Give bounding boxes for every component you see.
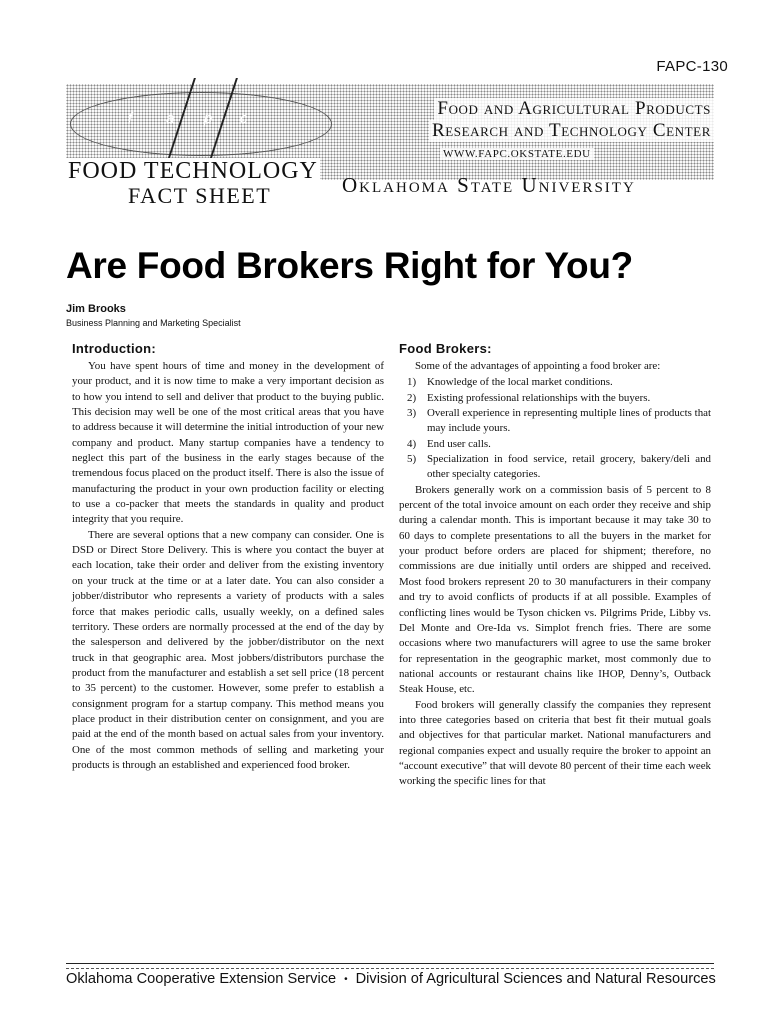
article-title: Are Food Brokers Right for You? <box>66 245 633 286</box>
introduction-paragraph-1: You have spent hours of time and money in the development of your product, and it is now time to make a very important decision as to how you intend to sell and deliver that product to the buying public. This decision may well be one of the most critical areas that you have to address because it will determine the initial introduction of your new company and product. Many startup companies have a tendency to neglect this part of the business in the early stages because of the tremendous focus placed on the product itself. There is also the issue of manufacturing the product in your own production facility or electing to use a co-packer that meets the standards in quality and product integrity that you require. <box>72 360 384 526</box>
introduction-paragraph-2: There are several options that a new company can consider. One is DSD or Direct Store Delivery. This is where you contact the buyer at each location, take their order and deliver from the existing inventory on your truck at the time or at a later date. You can also consider a jobber/distributor who represents a variety of products with a sales force that makes periodic calls, usually weekly, on a defined sales territory. These orders are normally processed at the end of the day by the salesperson and delivered by the jobber/distributor on the next truck in that geographic area. Most jobbers/distributors purchase the product from the manufacturer and establish a set sell price (18 percent to 35 percent) to the customer. However, some prefer to establish a consignment program for a startup company. This method means you place product in their distribution center on consignment, and you are paid at the end of the month based on actual sales from your inventory. One of the most common methods of selling and marketing your products is through an established and experienced food broker. <box>72 528 384 771</box>
footer-separator: • <box>344 973 348 985</box>
left-column <box>72 341 384 773</box>
food-brokers-paragraph-2: Food brokers will generally classify the companies they represent into three categories based on criteria that best fit their mutual goals and objectives for that particular market. National manufacturers and regional companies expect and usually require the broker to appoint an “account executive” that will devote 80 percent of their time each week working the specific lines for that <box>399 698 711 788</box>
list-item-number: 3) <box>407 407 417 420</box>
logo-text-fact-sheet: FACT SHEET <box>128 183 272 208</box>
introduction-heading: Introduction: <box>72 341 157 356</box>
center-name-line2: Research and Technology Center <box>429 120 714 142</box>
website-url: WWW.FAPC.OKSTATE.EDU <box>440 148 594 160</box>
list-item <box>399 406 711 437</box>
fact-sheet-code: FAPC-130 <box>656 58 728 75</box>
list-item-text: Specialization in food service, retail grocery, bakery/deli and other specialty categories. <box>427 453 711 481</box>
list-item <box>399 437 711 452</box>
logo-text-food-technology: FOOD TECHNOLOGY <box>68 158 318 184</box>
footer <box>66 971 714 987</box>
logo-letter-a: a <box>166 110 175 127</box>
list-item-number: 2) <box>407 391 417 404</box>
food-brokers-intro: Some of the advantages of appointing a food broker are: <box>415 360 661 372</box>
footer-rule <box>66 963 714 969</box>
footer-extension-service: Oklahoma Cooperative Extension Service <box>66 971 337 987</box>
list-item-text: Knowledge of the local market conditions. <box>427 376 613 389</box>
list-item-text: End user calls. <box>427 437 491 450</box>
list-item-number: 1) <box>407 376 417 389</box>
list-item-text: Existing professional relationships with the buyers. <box>427 391 651 404</box>
author-title: Business Planning and Marketing Specialist <box>66 318 241 328</box>
footer-division: Division of Agricultural Sciences and Natural Resources <box>355 971 716 987</box>
list-item-number: 4) <box>407 437 417 450</box>
list-item <box>399 452 711 483</box>
list-item-text: Overall experience in representing multiple lines of products that may include yours. <box>427 407 711 435</box>
food-brokers-paragraph-1: Brokers generally work on a commission basis of 5 percent to 8 percent of the total invoice amount on each order they receive and ship during a calendar month. This is important because it may take 30 to 60 days to complete presentations to all the buyers in the market for your product before orders are placed for shipment; therefore, no commissions are due initially until orders are shipped and received. Most food brokers represent 20 to 30 manufacturers in their company and try to avoid conflicts of products if at all possible. Examples of conflicting lines would be Tyson chicken vs. Pilgrims Pride, Libby vs. Del Monte and Ore-Ida vs. Simplot french fries. There are some occasions where two manufacturers will agree to use the same broker for representation in the geographic market, most commonly due to national accounts or restaurant chains like IHOP, Denny’s, Outback Steak House, etc. <box>399 483 711 696</box>
author-name: Jim Brooks <box>66 303 126 315</box>
logo-letter-p: p <box>204 110 213 127</box>
list-item <box>399 375 711 390</box>
food-brokers-heading: Food Brokers: <box>399 341 492 356</box>
right-column <box>399 341 711 790</box>
center-name-line1: Food and Agricultural Products <box>434 98 714 120</box>
list-item-number: 5) <box>407 453 417 466</box>
logo-letter-c: c <box>240 110 248 127</box>
university-name: Oklahoma State University <box>342 173 636 197</box>
logo-letter-f: f <box>128 110 133 127</box>
advantages-list <box>399 375 711 482</box>
list-item <box>399 391 711 406</box>
